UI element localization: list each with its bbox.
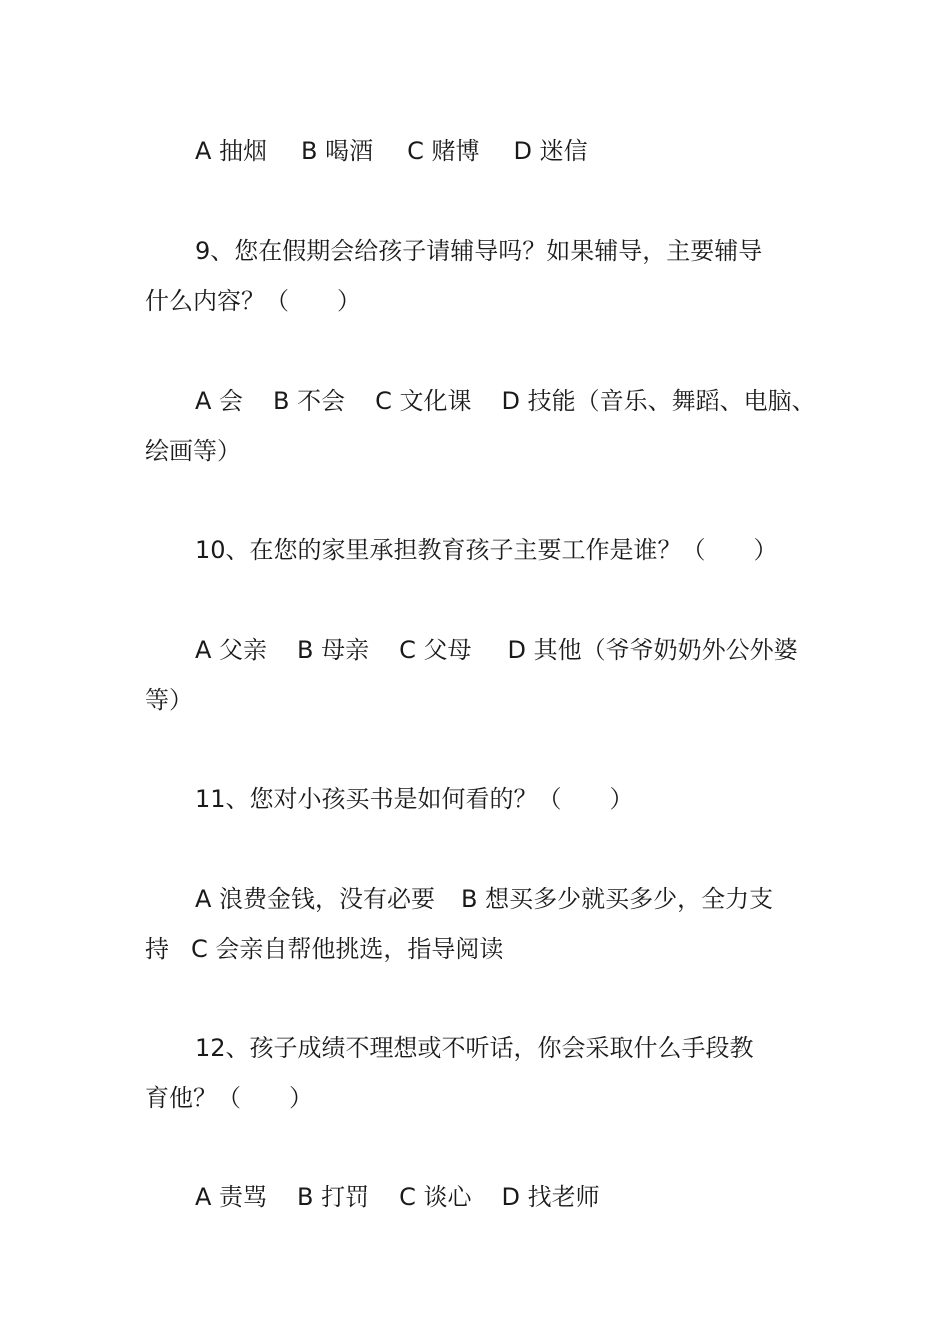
- q8-option-c: C 赌博: [407, 137, 480, 165]
- q10-option-a: A 父亲: [195, 636, 268, 664]
- q11-options: [195, 884, 825, 914]
- q8-option-d: D 迷信: [513, 137, 588, 165]
- q8-option-a: A 抽烟: [195, 137, 268, 165]
- q10-option-c: C 父母: [399, 636, 472, 664]
- q9-option-c: C 文化课: [375, 387, 472, 415]
- q10-text-line1: 10、在您的家里承担教育孩子主要工作是谁？（ ）: [195, 536, 778, 564]
- q12-text-line2: 育他？（ ）: [145, 1084, 313, 1112]
- q10-option-b: B 母亲: [297, 636, 370, 664]
- q9-text-line1: 9、您在假期会给孩子请辅导吗？如果辅导，主要辅导: [195, 237, 763, 265]
- q9-option-b: B 不会: [273, 387, 346, 415]
- q10-options: [195, 635, 825, 665]
- q12-text-line1: 12、孩子成绩不理想或不听话，你会采取什么手段教: [195, 1034, 754, 1062]
- q9-options-cont: 绘画等）: [145, 437, 241, 465]
- q10-options-cont: 等）: [145, 686, 193, 714]
- q11-option-b: B 想买多少就买多少，全力支: [461, 885, 774, 913]
- q9-option-d: D 技能（音乐、舞蹈、电脑、: [501, 387, 816, 415]
- q10-option-d: D 其他（爷爷奶奶外公外婆: [507, 636, 798, 664]
- q11-options-cont: [145, 934, 825, 964]
- q9-options: [195, 386, 825, 416]
- q8-option-b: B 喝酒: [301, 137, 374, 165]
- q11-text-line1: 11、您对小孩买书是如何看的？（ ）: [195, 785, 634, 813]
- q8-options: [195, 136, 825, 166]
- q12-option-d: D 找老师: [501, 1183, 600, 1211]
- q11-option-b-cont: 持: [145, 935, 169, 963]
- q11-option-a: A 浪费金钱，没有必要: [195, 885, 436, 913]
- q9-text-line2: 什么内容？（ ）: [145, 287, 361, 315]
- q12-option-a: A 责骂: [195, 1183, 268, 1211]
- q12-option-b: B 打罚: [297, 1183, 370, 1211]
- q9-option-a: A 会: [195, 387, 244, 415]
- q11-option-c: C 会亲自帮他挑选，指导阅读: [191, 935, 504, 963]
- q12-option-c: C 谈心: [399, 1183, 472, 1211]
- q12-options: [195, 1182, 825, 1212]
